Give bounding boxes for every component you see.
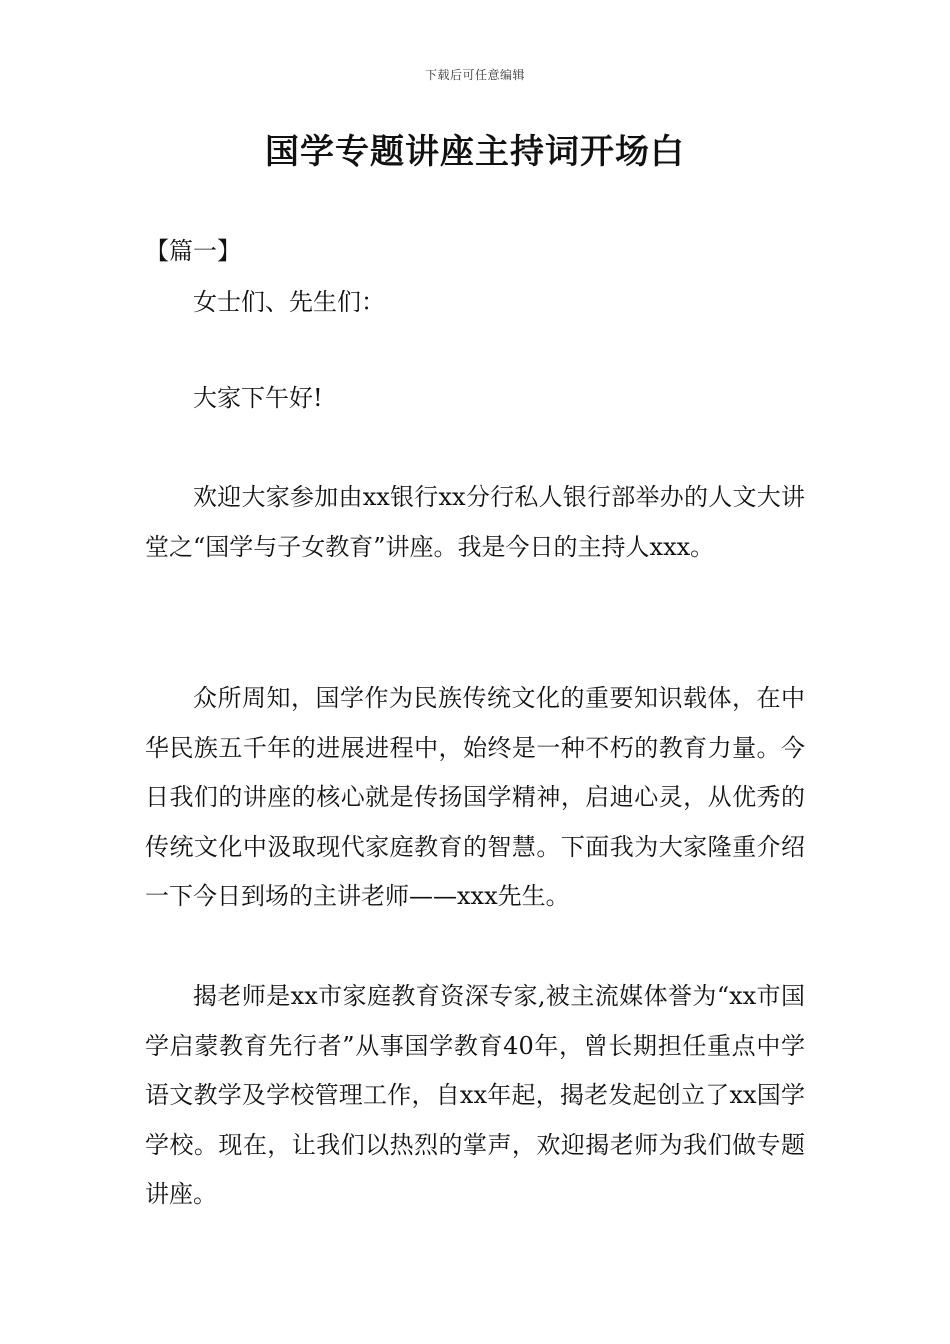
paragraph-introduction: 众所周知，国学作为民族传统文化的重要知识载体，在中华民族五千年的进展进程中，始终是一种不朽的教育力量。今日我们的讲座的核心就是传扬国学精神，启迪心灵，从优秀的传统文化中汲取现代家庭教育的智慧。下面我为大家隆重介绍一下今日到场的主讲老师——xxx先生。 — [145, 684, 805, 910]
paragraph-speaker-bio: 揭老师是xx市家庭教育资深专家,被主流媒体誉为“xx市国学启蒙教育先行者”从事国学教育40年，曾长期担任重点中学语文教学及学校管理工作，自xx年起，揭老发起创立了xx国学学校。现在，让我们以热烈的掌声，欢迎揭老师为我们做专题讲座。 — [145, 982, 805, 1208]
paragraph-block — [145, 473, 805, 572]
paragraph-block — [145, 972, 805, 1220]
section-label: 【篇一】 — [145, 237, 241, 265]
paragraph-good-afternoon: 大家下午好! — [193, 384, 323, 412]
header-note: 下载后可任意编辑 — [424, 68, 525, 82]
paragraph-welcome: 欢迎大家参加由xx银行xx分行私人银行部举办的人文大讲堂之“国学与子女教育”讲座。我是今日的主持人xxx。 — [145, 483, 805, 561]
paragraph-greeting: 女士们、先生们： — [193, 288, 385, 316]
paragraph-block — [145, 674, 805, 922]
document-title: 国学专题讲座主持词开场白 — [265, 132, 685, 172]
paragraph-block — [145, 374, 805, 424]
paragraph-block — [145, 278, 805, 328]
